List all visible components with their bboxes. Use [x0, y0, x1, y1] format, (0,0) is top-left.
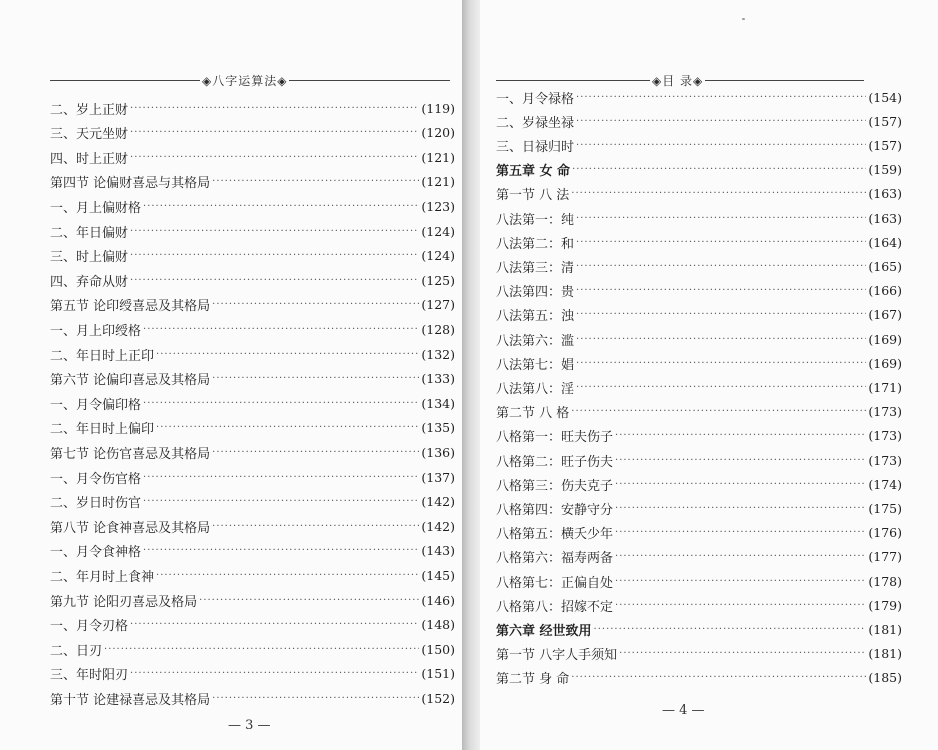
toc-entry-title: 八法第二：和: [496, 236, 575, 252]
toc-entry-title: 第九节 论阳刃喜忌及格局: [50, 594, 198, 610]
dot-leader: [156, 349, 419, 360]
toc-entry-page: (137): [421, 469, 455, 485]
dot-leader: [212, 373, 419, 384]
toc-entry-page: (167): [868, 307, 902, 323]
toc-entry-page: (166): [868, 283, 902, 299]
dot-leader: [576, 285, 866, 296]
right-header-title: ◈目 录◈: [652, 74, 704, 88]
toc-entry: [50, 417, 455, 439]
toc-entry: [50, 97, 455, 119]
toc-entry-title: 四、时上正财: [50, 151, 129, 167]
toc-entry-page: (123): [421, 198, 455, 214]
toc-entry: [496, 328, 902, 350]
dot-leader: [576, 237, 866, 248]
dot-leader: [615, 430, 866, 441]
toc-entry: [50, 614, 455, 636]
toc-entry-title: 八格第一：旺夫伤子: [496, 430, 614, 446]
dot-leader: [156, 570, 419, 581]
toc-entry-page: (133): [421, 371, 455, 387]
toc-entry-title: 八格第五：横夭少年: [496, 527, 614, 543]
toc-entry: [50, 245, 455, 267]
toc-entry-page: (163): [868, 186, 902, 202]
dot-leader: [156, 422, 419, 433]
toc-entry-title: 八法第三：清: [496, 260, 575, 276]
toc-entry: [50, 294, 455, 316]
toc-entry-title: 第五章 女 命: [496, 164, 571, 180]
toc-entry-title: 第二节 身 命: [496, 672, 570, 688]
dot-leader: [143, 398, 419, 409]
toc-entry-title: 二、年日时上正印: [50, 348, 155, 364]
dot-leader: [571, 672, 866, 683]
dot-leader: [576, 213, 866, 224]
left-header-title: ◈八字运算法◈: [202, 74, 288, 88]
dot-leader: [143, 472, 419, 483]
toc-entry: [496, 231, 902, 253]
dot-leader: [212, 447, 419, 458]
dot-leader: [130, 619, 419, 630]
toc-entry-page: (171): [868, 379, 902, 395]
dot-leader: [572, 164, 866, 175]
toc-entry-page: (121): [421, 149, 455, 165]
toc-entry: [496, 86, 902, 108]
toc-entry-page: (132): [421, 346, 455, 362]
toc-entry: [496, 497, 902, 519]
toc-entry-title: 八法第六：滥: [496, 333, 575, 349]
toc-entry: [496, 425, 902, 447]
toc-entry-page: (174): [868, 476, 902, 492]
toc-entry-title: 一、月令食神格: [50, 545, 142, 561]
toc-entry-title: 八法第五：浊: [496, 309, 575, 325]
toc-entry-title: 第五节 论印绶喜忌及其格局: [50, 299, 211, 315]
toc-entry-page: (120): [421, 125, 455, 141]
dot-leader: [212, 176, 419, 187]
toc-entry: [496, 110, 902, 132]
toc-entry: [50, 663, 455, 685]
dot-leader: [130, 668, 419, 679]
book-gutter: [462, 0, 480, 750]
toc-entry-page: (157): [868, 113, 902, 129]
toc-entry-title: 三、年时阳刃: [50, 668, 129, 684]
toc-entry-title: 八格第八：招嫁不定: [496, 599, 614, 615]
toc-entry-page: (146): [421, 592, 455, 608]
toc-entry: [496, 159, 902, 181]
toc-entry: [496, 643, 902, 665]
dot-leader: [615, 527, 866, 538]
toc-entry-title: 第四节 论偏财喜忌与其格局: [50, 176, 211, 192]
dot-leader: [212, 693, 419, 704]
toc-entry-page: (145): [421, 567, 455, 583]
dot-leader: [576, 334, 866, 345]
toc-entry-title: 三、日禄归时: [496, 139, 575, 155]
toc-entry: [50, 220, 455, 242]
toc-entry-page: (185): [868, 670, 902, 686]
toc-entry-page: (169): [868, 331, 902, 347]
toc-entry-page: (175): [868, 500, 902, 516]
toc-entry: [496, 280, 902, 302]
toc-entry-page: (173): [868, 404, 902, 420]
toc-entry-page: (134): [421, 395, 455, 411]
toc-entry-title: 三、天元坐财: [50, 127, 129, 143]
toc-entry-page: (128): [421, 321, 455, 337]
dot-leader: [143, 324, 419, 335]
toc-entry-title: 一、月令禄格: [496, 91, 575, 107]
toc-entry-title: 二、日刃: [50, 643, 103, 659]
toc-entry: [50, 564, 455, 586]
toc-entry-title: 八格第六：福寿两备: [496, 551, 614, 567]
dot-leader: [104, 644, 419, 655]
toc-entry-page: (152): [421, 690, 455, 706]
toc-entry-page: (169): [868, 355, 902, 371]
toc-entry-title: 八格第七：正偏自处: [496, 575, 614, 591]
toc-entry-title: 第一节 八 法: [496, 188, 570, 204]
toc-entry: [496, 570, 902, 592]
toc-entry-page: (148): [421, 617, 455, 633]
dot-leader: [615, 503, 866, 514]
toc-entry: [50, 343, 455, 365]
toc-entry: [496, 183, 902, 205]
dot-leader: [130, 275, 419, 286]
dot-leader: [199, 595, 419, 606]
dot-leader: [576, 358, 866, 369]
toc-entry-title: 二、岁禄坐禄: [496, 115, 575, 131]
dot-leader: [130, 103, 419, 114]
toc-entry-title: 八格第三：伤夫克子: [496, 478, 614, 494]
dot-leader: [576, 140, 866, 151]
toc-entry: [50, 638, 455, 660]
toc-entry-title: 第一节 八字人手须知: [496, 648, 618, 664]
toc-entry: [496, 401, 902, 423]
toc-entry-page: (173): [868, 452, 902, 468]
toc-entry-page: (143): [421, 543, 455, 559]
dot-leader: [594, 624, 867, 635]
print-speck: [742, 18, 745, 20]
dot-leader: [212, 521, 419, 532]
dot-leader: [576, 261, 866, 272]
dot-leader: [615, 576, 866, 587]
toc-entry-page: (163): [868, 210, 902, 226]
dot-leader: [130, 226, 419, 237]
toc-entry-page: (159): [868, 162, 902, 178]
toc-entry: [496, 376, 902, 398]
toc-entry-page: (121): [421, 174, 455, 190]
toc-entry-title: 第八节 论食神喜忌及其格局: [50, 520, 211, 536]
dot-leader: [143, 545, 419, 556]
toc-entry: [50, 540, 455, 562]
toc-entry: [50, 589, 455, 611]
toc-entry: [496, 546, 902, 568]
toc-entry-page: (164): [868, 234, 902, 250]
toc-entry-title: 第十节 论建禄喜忌及其格局: [50, 692, 211, 708]
toc-entry-title: 一、月令伤官格: [50, 471, 142, 487]
dot-leader: [576, 382, 866, 393]
toc-entry: [496, 449, 902, 471]
toc-entry-page: (178): [868, 573, 902, 589]
toc-entry-title: 八法第一：纯: [496, 212, 575, 228]
toc-entry: [496, 522, 902, 544]
toc-entry-page: (142): [421, 494, 455, 510]
toc-entry-page: (127): [421, 297, 455, 313]
toc-entry-page: (150): [421, 641, 455, 657]
toc-entry-page: (125): [421, 272, 455, 288]
toc-entry-page: (177): [868, 549, 902, 565]
toc-entry-title: 八格第二：旺子伤夫: [496, 454, 614, 470]
toc-entry: [50, 392, 455, 414]
toc-entry-title: 二、年月时上食神: [50, 569, 155, 585]
toc-entry-title: 二、年日偏财: [50, 225, 129, 241]
toc-entry-title: 第六节 论偏印喜忌及其格局: [50, 373, 211, 389]
dot-leader: [143, 201, 419, 212]
toc-entry: [50, 318, 455, 340]
right-page-number: — 4 —: [662, 703, 705, 718]
toc-entry-title: 一、月上印绶格: [50, 323, 142, 339]
toc-entry-title: 四、弃命从财: [50, 274, 129, 290]
toc-entry: [496, 207, 902, 229]
dot-leader: [615, 600, 866, 611]
toc-entry: [496, 594, 902, 616]
toc-entry-page: (154): [868, 89, 902, 105]
dot-leader: [615, 455, 866, 466]
dot-leader: [571, 188, 866, 199]
toc-entry-page: (157): [868, 137, 902, 153]
toc-entry-title: 三、时上偏财: [50, 250, 129, 266]
toc-entry-page: (179): [868, 597, 902, 613]
dot-leader: [619, 648, 866, 659]
toc-entry: [496, 304, 902, 326]
toc-entry: [50, 368, 455, 390]
toc-entry: [496, 618, 902, 640]
toc-entry-title: 二、年日时上偏印: [50, 422, 155, 438]
toc-entry-title: 八法第八：淫: [496, 381, 575, 397]
dot-leader: [130, 250, 419, 261]
toc-entry-title: 第二节 八 格: [496, 406, 570, 422]
toc-entry-page: (136): [421, 444, 455, 460]
toc-entry-title: 二、岁上正财: [50, 102, 129, 118]
toc-entry-title: 第六章 经世致用: [496, 623, 592, 639]
dot-leader: [571, 406, 866, 417]
toc-entry-page: (165): [868, 258, 902, 274]
toc-entry-page: (181): [868, 621, 902, 637]
toc-entry-title: 一、月令偏印格: [50, 397, 142, 413]
toc-entry-title: 第七节 论伤官喜忌及其格局: [50, 446, 211, 462]
toc-entry-title: 一、月上偏财格: [50, 200, 142, 216]
toc-entry-title: 八法第七：娼: [496, 357, 575, 373]
dot-leader: [615, 479, 866, 490]
toc-entry: [496, 667, 902, 689]
left-page: [0, 0, 462, 750]
toc-entry: [50, 441, 455, 463]
toc-entry: [496, 255, 902, 277]
toc-entry: [50, 687, 455, 709]
toc-entry-page: (151): [421, 666, 455, 682]
toc-entry-page: (173): [868, 428, 902, 444]
dot-leader: [130, 152, 419, 163]
dot-leader: [212, 299, 419, 310]
toc-entry-title: 一、月令刃格: [50, 619, 129, 635]
toc-entry-title: 二、岁日时伤官: [50, 496, 142, 512]
toc-entry: [50, 122, 455, 144]
toc-entry-page: (181): [868, 646, 902, 662]
toc-entry: [50, 515, 455, 537]
left-page-number: — 3 —: [228, 718, 271, 733]
dot-leader: [576, 116, 866, 127]
toc-entry-title: 八法第四：贵: [496, 285, 575, 301]
toc-entry-page: (135): [421, 420, 455, 436]
toc-entry: [50, 491, 455, 513]
left-running-header: [50, 72, 450, 90]
dot-leader: [130, 127, 419, 138]
toc-entry: [50, 171, 455, 193]
toc-entry: [496, 473, 902, 495]
dot-leader: [615, 551, 866, 562]
toc-entry-title: 八格第四：安静守分: [496, 502, 614, 518]
toc-entry: [50, 269, 455, 291]
right-page: [480, 0, 938, 750]
dot-leader: [576, 92, 866, 103]
toc-entry: [496, 352, 902, 374]
toc-entry-page: (142): [421, 518, 455, 534]
toc-entry-page: (124): [421, 248, 455, 264]
toc-entry: [50, 195, 455, 217]
dot-leader: [576, 309, 866, 320]
toc-entry-page: (119): [421, 100, 455, 116]
toc-entry-page: (124): [421, 223, 455, 239]
toc-entry: [496, 134, 902, 156]
dot-leader: [143, 496, 419, 507]
toc-entry: [50, 466, 455, 488]
toc-entry: [50, 146, 455, 168]
toc-entry-page: (176): [868, 525, 902, 541]
